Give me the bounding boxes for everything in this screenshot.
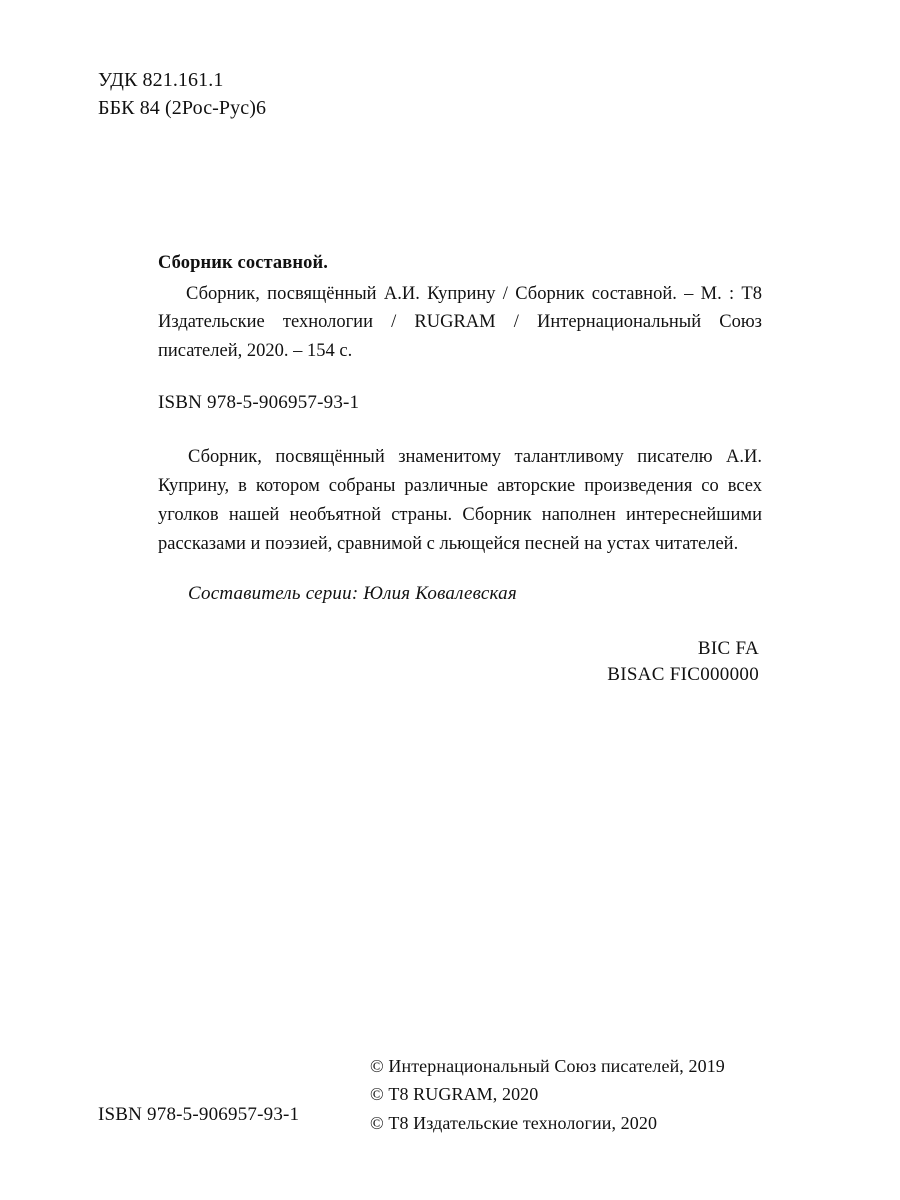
bic-code: BIC FA [697,638,759,659]
copyright-line: © Интернациональный Союз писателей, 2019 [370,1056,725,1076]
annotation-text: Сборник, посвящённый знаменитому талантливому писателю А.И. Куприну, в котором собраны различные авторские произведения со всех уголков нашей необъятной страны. Сборник наполнен интереснейшими рассказами и поэзией, сравнимой с льющейся песней на устах читателей. [158,447,762,554]
collection-title: Сборник составной. [158,253,328,273]
bisac-code: BISAC FIC000000 [607,664,759,686]
udk-code: УДК 821.161.1 [98,69,224,91]
subject-codes [607,636,759,688]
collection-description: Сборник, посвящённый А.И. Куприну / Сборник составной. – М. : Т8 Издательские технологии / RUGRAM / Интернациональный Союз писателей, 2020. – 154 с. [158,284,762,361]
series-compiler: Составитель серии: Юлия Ковалевская [188,583,517,604]
copyright-block [370,1052,725,1137]
bibliographic-record [158,253,762,365]
copyright-line: © Т8 RUGRAM, 2020 [370,1084,539,1105]
isbn-main: ISBN 978-5-906957-93-1 [158,392,360,413]
classification-codes [98,66,266,123]
isbn-footer: ISBN 978-5-906957-93-1 [98,1104,300,1125]
copyright-line: © Т8 Издательские технологии, 2020 [370,1112,658,1133]
bbk-code: ББК 84 (2Рос-Рус)6 [98,97,267,120]
